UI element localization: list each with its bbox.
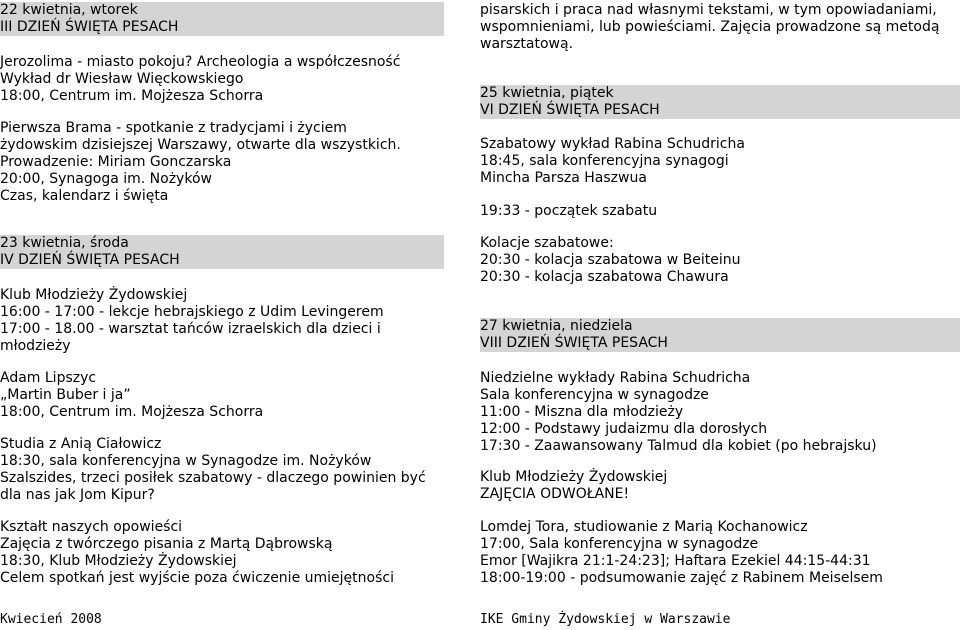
band-day: VI DZIEŃ ŚWIĘTA PESACH xyxy=(480,102,660,118)
event-adam-lipszyc xyxy=(0,370,444,421)
event-jerozolima xyxy=(0,54,444,105)
band-day: III DZIEŃ ŚWIĘTA PESACH xyxy=(0,19,179,35)
event-line: Szalszides, trzeci posiłek szabatowy - dlaczego powinien być xyxy=(0,470,426,486)
band-day: VIII DZIEŃ ŚWIĘTA PESACH xyxy=(480,335,668,351)
event-line: „Martin Buber i ja” xyxy=(0,387,131,403)
event-title: Adam Lipszyc xyxy=(0,370,97,386)
event-title: Klub Młodzieży Żydowskiej xyxy=(0,287,188,303)
event-title: Klub Młodzieży Żydowskiej xyxy=(480,469,668,485)
event-line: Emor [Wajikra 21:1-24:23]; Haftara Ezekiel 44:15-44:31 xyxy=(480,553,871,569)
event-line: dla nas jak Jom Kipur? xyxy=(0,487,155,503)
event-time-place: 18:30, sala konferencyjna w Synagodze im. Nożyków xyxy=(0,453,372,469)
event-line: 17:00 - 18.00 - warsztat tańców izraelskich dla dzieci i xyxy=(0,321,381,337)
event-title: Lomdej Tora, studiowanie z Marią Kochanowicz xyxy=(480,519,808,535)
event-line: warsztatową. xyxy=(480,36,574,52)
date-band-23-april xyxy=(0,235,444,269)
event-line: 19:33 - początek szabatu xyxy=(480,203,658,219)
footer-left: Kwiecień 2008 xyxy=(0,612,102,627)
event-kolacje xyxy=(480,235,960,286)
event-line: 17:30 - Zaawansowany Talmud dla kobiet (po hebrajsku) xyxy=(480,438,877,454)
event-line: 20:30 - kolacja szabatowa w Beiteinu xyxy=(480,252,741,268)
event-title: Szabatowy wykład Rabina Schudricha xyxy=(480,136,745,152)
event-poczatek-szabatu xyxy=(480,203,960,220)
band-date: 25 kwietnia, piątek xyxy=(480,85,614,101)
event-title: Kształt naszych opowieści xyxy=(0,519,183,535)
event-time-place: 20:00, Synagoga im. Nożyków xyxy=(0,171,212,187)
event-line: żydowskim dzisiejszej Warszawy, otwarte dla wszystkich. xyxy=(0,137,401,153)
event-title: Pierwsza Brama - spotkanie z tradycjami i życiem xyxy=(0,120,347,136)
event-studia xyxy=(0,436,444,504)
band-day: IV DZIEŃ ŚWIĘTA PESACH xyxy=(0,252,180,268)
event-time-place: 17:00, Sala konferencyjna w synagodze xyxy=(480,536,759,552)
event-wyklad-szabatowy xyxy=(480,136,960,187)
event-line: młodzieży xyxy=(0,338,71,354)
event-line: pisarskich i praca nad własnymi tekstami, w tym opowiadaniami, xyxy=(480,2,937,18)
date-band-22-april xyxy=(0,2,444,36)
event-line: Sala konferencyjna w synagodze xyxy=(480,387,709,403)
event-title: Jerozolima - miasto pokoju? Archeologia a współczesność xyxy=(0,54,401,70)
event-line: Prowadzenie: Miriam Gonczarska xyxy=(0,154,232,170)
band-date: 23 kwietnia, środa xyxy=(0,235,129,251)
event-klub-odwolane xyxy=(480,469,960,503)
event-pierwsza-brama xyxy=(0,120,444,205)
date-band-25-april xyxy=(480,85,960,119)
event-title: Niedzielne wykłady Rabina Schudricha xyxy=(480,370,751,386)
band-date: 27 kwietnia, niedziela xyxy=(480,318,633,334)
event-ksztalt xyxy=(0,519,444,587)
event-line: Zajęcia z twórczego pisania z Martą Dąbrowską xyxy=(0,536,333,552)
event-line: 11:00 - Miszna dla młodzieży xyxy=(480,404,684,420)
event-title: Studia z Anią Ciałowicz xyxy=(0,436,162,452)
event-line: Czas, kalendarz i święta xyxy=(0,188,169,204)
event-time-place: 18:00, Centrum im. Mojżesza Schorra xyxy=(0,88,264,104)
event-line: 16:00 - 17:00 - lekcje hebrajskiego z Udim Levingerem xyxy=(0,304,384,320)
event-line: 12:00 - Podstawy judaizmu dla dorosłych xyxy=(480,421,768,437)
event-time-place: 18:00, Centrum im. Mojżesza Schorra xyxy=(0,404,264,420)
event-niedzielne-wyklady xyxy=(480,370,960,455)
footer-right: IKE Gminy Żydowskiej w Warszawie xyxy=(480,612,731,627)
band-date: 22 kwietnia, wtorek xyxy=(0,2,138,18)
event-line: Mincha Parsza Haszwua xyxy=(480,170,647,186)
event-klub-mlodziezy xyxy=(0,287,444,355)
event-line: Wykład dr Wiesław Więckowskiego xyxy=(0,71,244,87)
event-line: 20:30 - kolacja szabatowa Chawura xyxy=(480,269,729,285)
event-time-place: 18:30, Klub Młodzieży Żydowskiej xyxy=(0,553,237,569)
cancellation-notice: ZAJĘCIA ODWOŁANE! xyxy=(480,486,630,502)
event-line: wspomnieniami, lub powieściami. Zajęcia prowadzone są metodą xyxy=(480,19,940,35)
event-continuation xyxy=(480,2,960,53)
event-title: Kolacje szabatowe: xyxy=(480,235,614,251)
event-line: Celem spotkań jest wyjście poza ćwiczenie umiejętności xyxy=(0,570,394,586)
date-band-27-april xyxy=(480,318,960,352)
event-time-place: 18:45, sala konferencyjna synagogi xyxy=(480,153,729,169)
event-line: 18:00-19:00 - podsumowanie zajęć z Rabinem Meiselsem xyxy=(480,570,883,586)
event-lomdej-tora xyxy=(480,519,960,587)
